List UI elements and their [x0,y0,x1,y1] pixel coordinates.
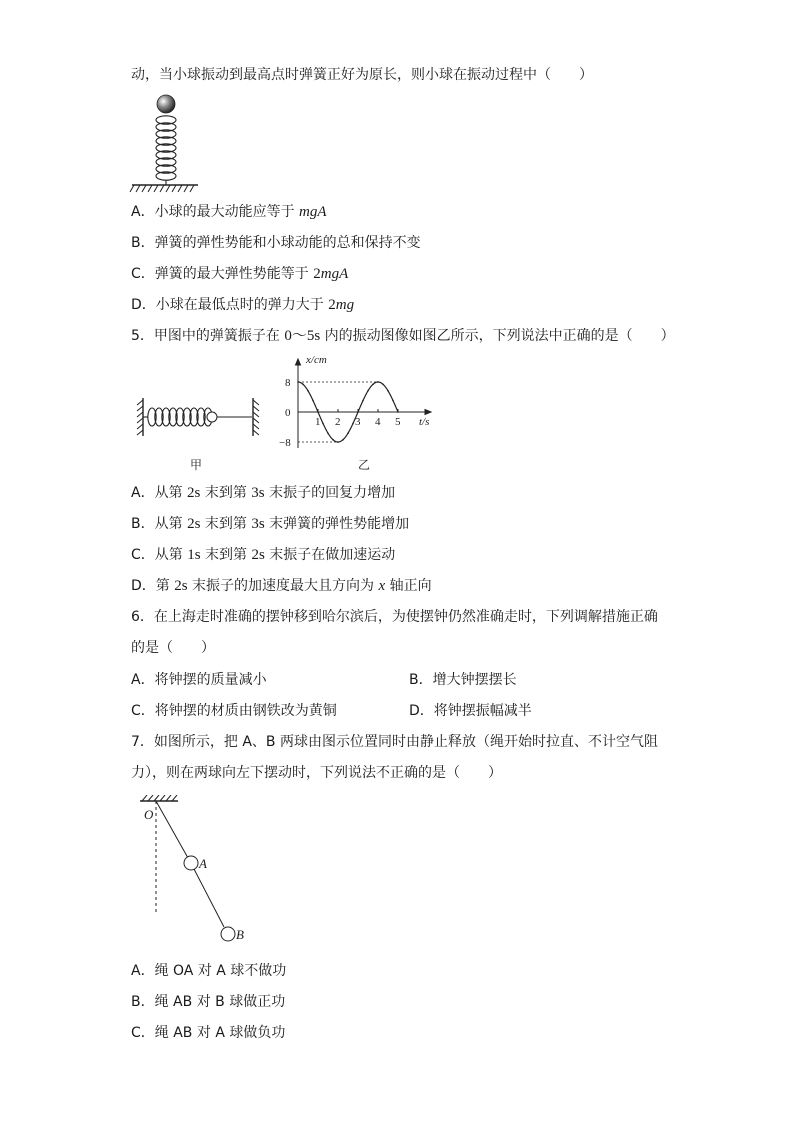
y-axis-arrow [296,359,301,365]
option-label: D． [131,297,156,313]
option-text: 绳 AB 对 A 球做负功 [154,1025,286,1041]
q4-stem: 动，当小球振动到最高点时弹簧正好为原长，则小球在振动过程中（ ） [131,67,593,83]
option-label: A． [131,485,155,501]
option-time: 2s [251,547,265,563]
data-point [342,439,344,441]
x-tick-label: 5 [395,416,401,428]
q6-option-a[interactable] [131,671,267,689]
option-text: 弹簧的最大弹性势能等于 [154,266,314,282]
option-label: A． [131,963,155,979]
option-text: 末到第 [200,485,252,501]
option-label: C． [131,266,155,282]
ball-a [184,856,198,870]
option-text: 末到第 [200,547,252,563]
option-label: C． [131,703,155,719]
q4-option-b[interactable] [131,234,421,252]
data-point [347,432,349,434]
q5-stem-part1: 5．甲图中的弹簧振子在 [131,328,285,344]
q7-stem-line2: 力），则在两球向左下摆动时，下列说法不正确的是（ ） [131,765,502,781]
data-point [302,383,304,385]
ball-b [221,927,235,941]
vertical-spring [156,116,176,185]
q5-option-d[interactable] [131,577,432,595]
horizontal-spring-figure [132,392,272,474]
ground [130,185,198,192]
q4-option-a[interactable] [131,203,327,221]
option-text: 末到第 [200,516,252,532]
option-axis-var: x [378,578,386,594]
option-text: 从第 [154,485,188,501]
option-label: B． [131,994,155,1010]
option-label: D． [409,703,434,719]
q6-stem-line1: 6．在上海走时准确的摆钟移到哈尔滨后，为使摆钟仍然准确走时，下列调解措施正确 [131,609,658,625]
y-tick-label: 0 [285,407,291,419]
label-o: O [144,807,154,822]
option-text: 第 [155,578,175,594]
option-text: 弹簧的弹性势能和小球动能的总和保持不变 [154,235,421,251]
x-axis-arrow [425,410,431,415]
data-point [382,383,384,385]
x-tick-label: 2 [335,416,341,428]
q5-stem-range: 0～5s [284,328,321,344]
option-text: 绳 AB 对 B 球做正功 [154,994,286,1010]
double-pendulum-figure [136,795,256,950]
x-tick-label: 1 [315,416,321,428]
figure-label-yi: 乙 [358,458,371,472]
option-label: B． [409,672,433,688]
option-text: 轴正向 [385,578,432,594]
option-time: 2s [187,485,201,501]
y-axis-label: x/cm [306,354,327,366]
data-point [387,390,389,392]
option-time: 1s [187,547,201,563]
ball [157,95,175,113]
q5-stem-part2: 内的振动图像如图乙所示，下列说法中正确的是（ ） [320,328,675,344]
option-number: 2 [313,266,321,282]
q5-stem [131,327,675,345]
option-text: 绳 OA 对 A 球不做功 [154,963,287,979]
data-point [322,423,324,425]
option-text: 末振子的加速度最大且方向为 [187,578,379,594]
q7-option-c[interactable] [131,1024,285,1042]
option-label: B． [131,235,155,251]
label-b: B [236,927,244,942]
q7-option-b[interactable] [131,993,285,1011]
option-text: 增大钟摆摆长 [432,672,517,688]
q4-option-d[interactable] [131,296,354,314]
option-time: 2s [174,578,188,594]
y-tick-label: 8 [285,377,291,389]
q7-stem-line1: 7．如图所示，把 A、B 两球由图示位置同时由静止释放（绳开始时拉直、不计空气阻 [131,734,658,750]
data-point [327,432,329,434]
option-text: 将钟摆振幅减半 [433,703,532,719]
q7-option-a[interactable] [131,962,286,980]
option-label: C． [131,1025,155,1041]
q6-option-d[interactable] [409,702,532,720]
y-tick-label: −8 [279,437,291,449]
right-wall [253,398,259,436]
q6-stem-line2: 的是（ ） [131,640,215,656]
x-tick-label: 4 [375,416,381,428]
oscillator-ball [207,412,217,422]
option-math: mgA [320,266,349,282]
option-time: 3s [251,485,265,501]
ceiling [140,795,178,801]
option-label: B． [131,516,155,532]
option-label: A． [131,204,155,220]
rope-oa [156,801,188,858]
q6-option-b[interactable] [409,671,517,689]
option-time: 3s [251,516,265,532]
data-point [312,400,314,402]
left-wall [137,398,143,436]
option-label: C． [131,547,155,563]
data-point [307,390,309,392]
data-point [332,439,334,441]
data-point [362,400,364,402]
q6-option-c[interactable] [131,702,337,720]
spring-ball-figure [128,90,202,194]
q5-option-b[interactable] [131,515,409,533]
option-text: 末振子在做加速运动 [264,547,396,563]
q4-option-c[interactable] [131,265,348,283]
option-text: 小球在最低点时的弹力大于 [155,297,329,313]
option-text: 从第 [154,547,188,563]
vibration-graph [276,350,446,475]
option-text: 将钟摆的材质由钢铁改为黄铜 [154,703,337,719]
q5-option-c[interactable] [131,546,395,564]
horizontal-spring [143,408,212,426]
option-text: 从第 [154,516,188,532]
option-text: 末振子的回复力增加 [264,485,396,501]
data-point [352,423,354,425]
label-a: A [199,856,207,871]
data-point [392,400,394,402]
option-text: 将钟摆的质量减小 [154,672,267,688]
option-label: A． [131,672,155,688]
option-math: mgA [299,204,327,220]
q5-option-a[interactable] [131,484,395,502]
option-number: 2 [328,297,336,313]
data-point [367,390,369,392]
option-time: 2s [187,516,201,532]
x-axis-label: t/s [419,416,430,428]
figure-label-jia: 甲 [190,458,203,472]
option-text: 末弹簧的弹性势能增加 [264,516,410,532]
option-text: 小球的最大动能应等于 [154,204,300,220]
data-point [372,383,374,385]
rope-ab [194,869,224,927]
x-tick-label: 3 [355,416,361,428]
option-math: mg [335,297,355,313]
option-label: D． [131,578,156,594]
